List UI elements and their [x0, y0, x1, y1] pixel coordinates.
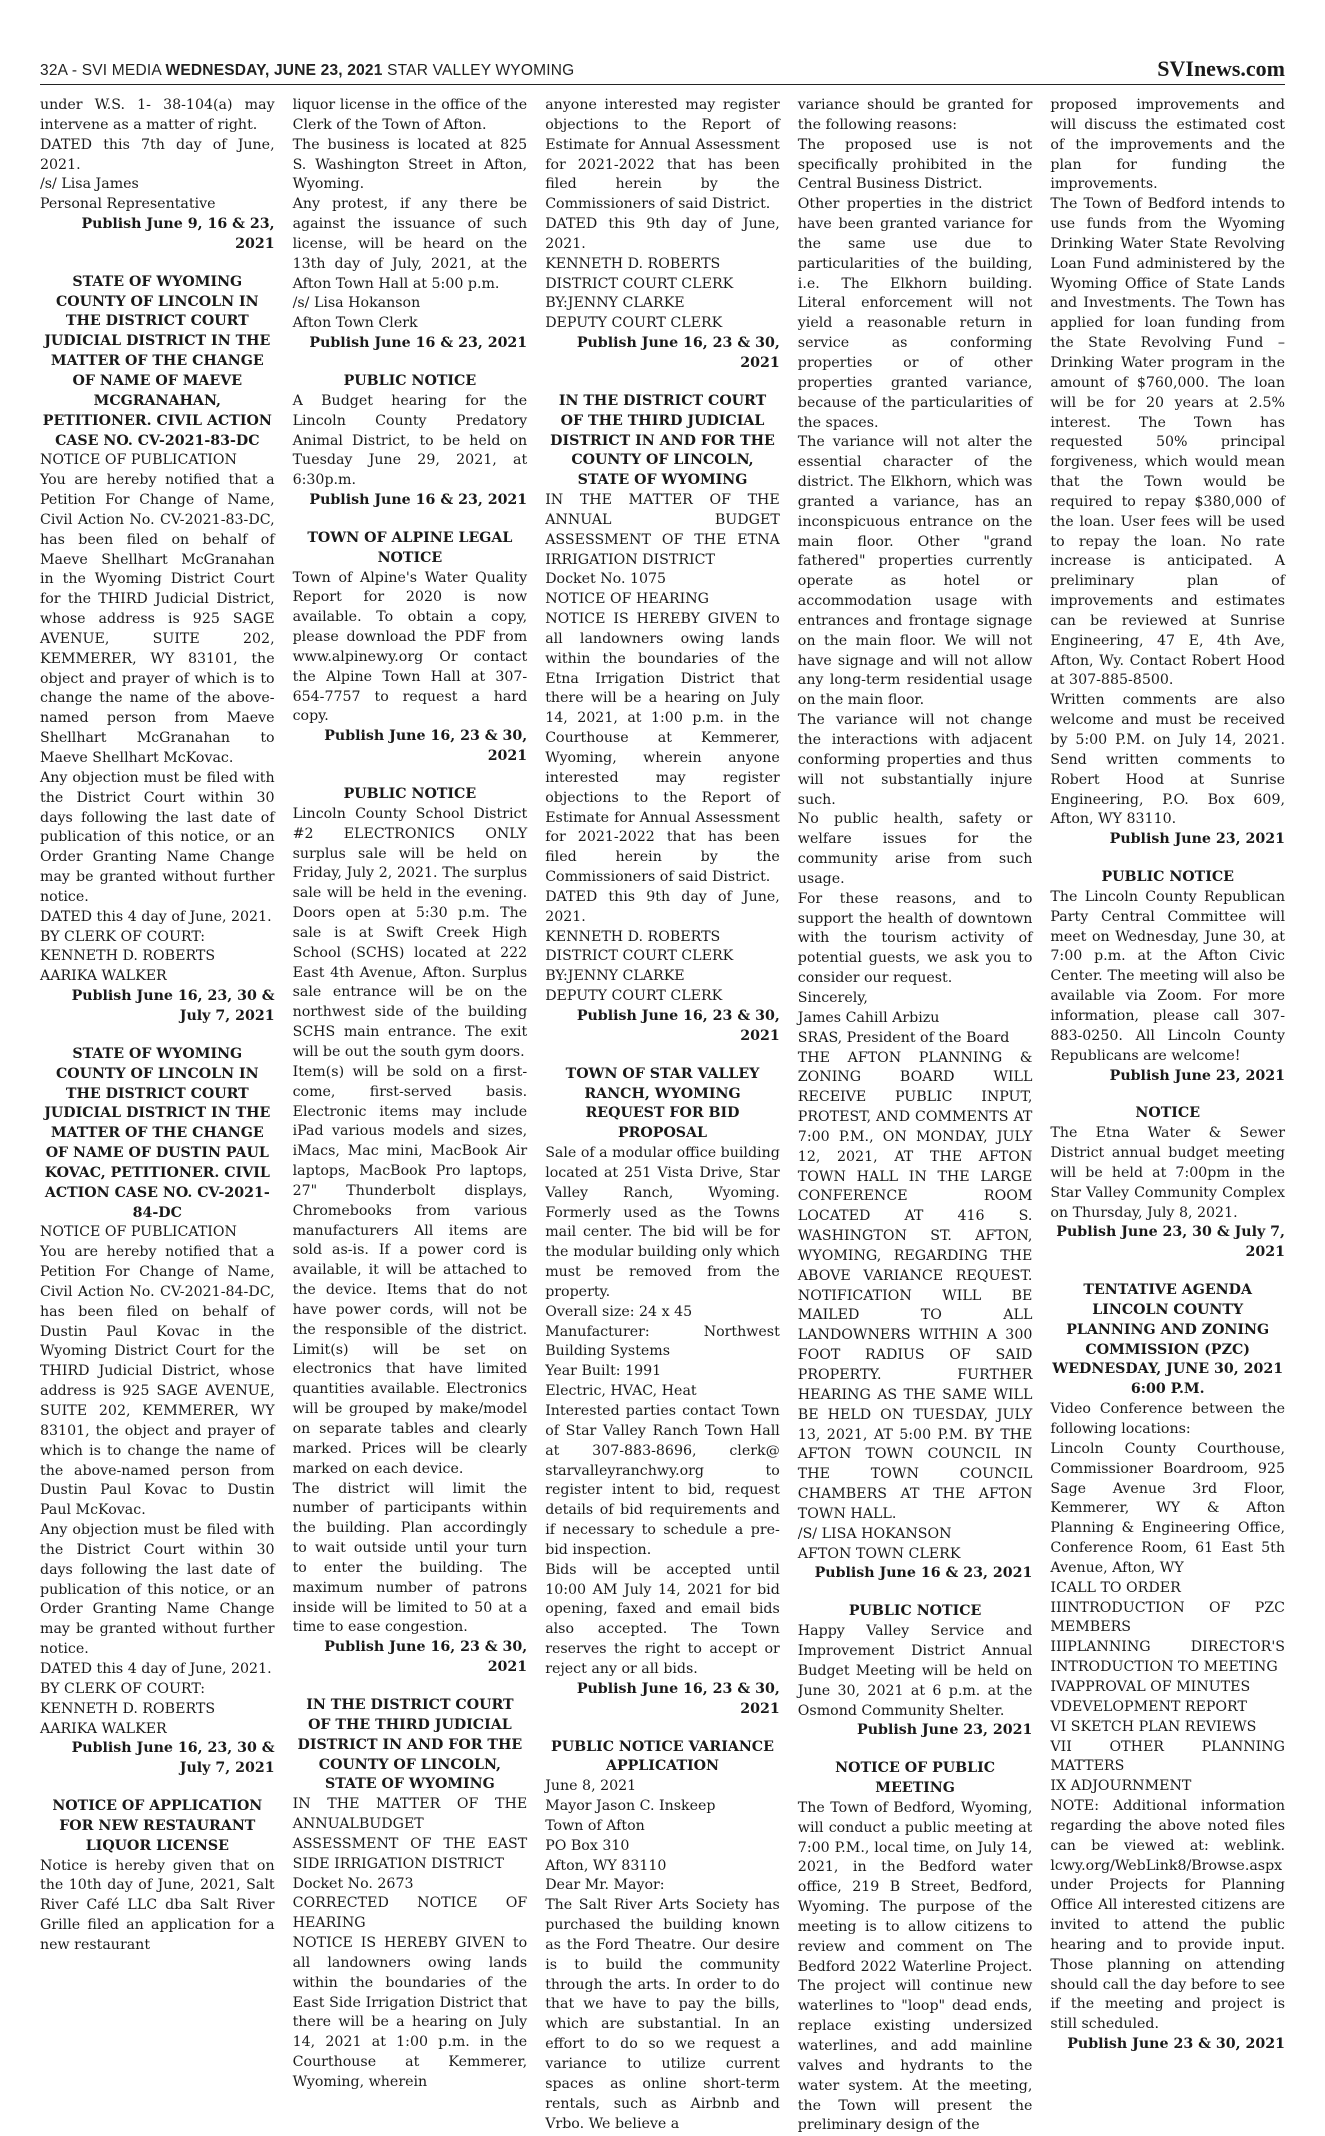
publish-dates: Publish June 16, 23 & 30, 2021: [576, 335, 780, 371]
notice-text: VII OTHER PLANNING MATTERS: [1050, 1738, 1285, 1775]
publish-dates: Publish June 23, 30 & July 7, 2021: [1056, 1224, 1285, 1261]
notice-text: June 8, 2021: [545, 1778, 637, 1795]
notice-text: Any objection must be filed with the District Court within 30 days following the last date of publication of this notice, or an Order Granting Name Change may be granted without further notice.: [40, 1522, 275, 1658]
notice-text: No public health, safety or welfare issues for the community arise from such usage.: [797, 811, 1033, 887]
notice-text: BY CLERK OF COURT:: [40, 1680, 206, 1697]
notice-text: KENNETH D. ROBERTS: [545, 928, 721, 945]
publish-dates: Publish June 16, 23 & 30, 2021: [576, 1680, 780, 1717]
notice-text: IIINTRODUCTION OF PZC MEMBERS: [1050, 1599, 1285, 1636]
notice-text: Sincerely,: [797, 989, 868, 1006]
notice-text: Mayor Jason C. Inskeep: [545, 1798, 716, 1815]
notice-text: NOTICE OF HEARING: [545, 591, 710, 608]
notice-heading: TOWN OF STAR VALLEY RANCH, WYOMING REQUEST FOR BID PROPOSAL: [565, 1065, 760, 1142]
notice-text: IX ADJOURNMENT: [1050, 1778, 1192, 1795]
site-logo: SVInews.com: [1157, 56, 1285, 81]
notice-text: Any objection must be filed with the District Court within 30 days following the last date of publication of this notice, or an Order Granting Name Change may be granted without further notice.: [40, 769, 275, 905]
notice-text: Interested parties contact Town of Star Valley Ranch Town Hall at 307-883-8696, clerk@ starvalleyranchwy.org to register intent to bid, request details of bid requirements and if necessary to schedule a pre-bid inspection.: [545, 1403, 780, 1558]
notice-text: Notice is hereby given that on the 10th day of June, 2021, Salt River Café LLC dba Salt River Grille filed an application for a new restaurant: [40, 1857, 275, 1953]
notice-text: Afton, WY 83110: [545, 1857, 667, 1874]
notice-text: Electric, HVAC, Heat: [545, 1383, 697, 1400]
column-3: [545, 96, 780, 2136]
notice-text: variance should be granted for the following reasons:: [797, 97, 1033, 133]
notice-heading: STATE OF WYOMING COUNTY OF LINCOLN IN THE DISTRICT COURT JUDICIAL DISTRICT IN THE MATTER OF THE CHANGE OF NAME OF MAEVE MCGRANAHAN, PETITIONER. CIVIL ACTION CASE NO. CV-2021-83-DC: [42, 273, 272, 449]
notice-text: IN THE MATTER OF THE ANNUALBUDGET ASSESSMENT OF THE EAST SIDE IRRIGATION DISTRICT: [292, 1796, 528, 1872]
notice-text: For these reasons, and to support the health of downtown with the tourism activity of potential guests, we ask you to consider our request.: [797, 890, 1033, 987]
notice-text: KENNETH D. ROBERTS: [40, 948, 216, 965]
page-label: 32A - SVI MEDIA: [40, 62, 162, 79]
notice-text: The district will limit the number of participants within the building. Plan accordingly to wait outside until your turn to enter the building. The maximum number of patrons inside will be limited to 50 at a time to ease congestion.: [292, 1480, 528, 1636]
notice-heading: IN THE DISTRICT COURT OF THE THIRD JUDICIAL DISTRICT IN AND FOR THE COUNTY OF LINCOLN, STATE OF WYOMING: [297, 1696, 523, 1793]
column-2: [293, 96, 528, 2136]
column-1: [40, 96, 275, 2136]
notice-text: DATED this 9th day of June, 2021.: [545, 216, 780, 252]
notice-text: DEPUTY COURT CLERK: [545, 988, 723, 1005]
publish-dates: Publish June 23, 2021: [1109, 831, 1285, 848]
notice-text: THE AFTON PLANNING & ZONING BOARD WILL RECEIVE PUBLIC INPUT, PROTEST, AND COMMENTS AT 7:00 P.M., ON MONDAY, JULY 12, 2021, AT THE AFTON TOWN HALL IN THE LARGE CONFERENCE ROOM LOCATED AT 416 S. WASHINGTON ST. AFTON, WYOMING, REGARDING THE ABOVE VARIANCE REQUEST. NOTIFICATION WILL BE MAILED TO ALL LANDOWNERS WITHIN A 300 FOOT RADIUS OF SAID PROPERTY. FURTHER HEARING AS THE SAME WILL BE HELD ON TUESDAY, JULY 13, 2021, AT 5:00 P.M. BY THE AFTON TOWN COUNCIL IN THE TOWN COUNCIL CHAMBERS AT THE AFTON TOWN HALL.: [797, 1049, 1033, 1522]
notice-text: The variance will not change the interactions with adjacent conforming properties and thus will not substantially injure such.: [797, 712, 1033, 808]
notice-text: Sale of a modular office building located at 251 Vista Drive, Star Valley Ranch, Wyoming. Formerly used as the Towns mail center. The bid will be for the modular building only which must be removed from the property.: [545, 1145, 780, 1300]
notice-text: You are hereby notified that a Petition For Change of Name, Civil Action No. CV-2021-83-DC, has been filed on behalf of Maeve Shellhart McGranahan in the Wyoming District Court for the THIRD Judicial District, whose address is 925 SAGE AVENUE, SUITE 202, KEMMERER, WY 83101, the object and prayer of which is to change the name of the above-named person from Maeve Shellhart McGranahan to Maeve Shellhart McKovac.: [40, 472, 275, 766]
notice-text: NOTICE IS HEREBY GIVEN to all landowners owing lands within the boundaries of the Etna Irrigation District that there will be a hearing on July 14, 2021, at 1:00 p.m. in the Courthouse at Kemmerer, Wyoming, wherein anyone interested may register objections to the Report of Estimate for Annual Assessment for 2021-2022 that has been filed herein by the Commissioners of said District.: [545, 611, 780, 886]
notice-text: Dear Mr. Mayor:: [545, 1877, 665, 1894]
column-5: [1050, 96, 1285, 2136]
notice-text: VDEVELOPMENT REPORT: [1050, 1698, 1247, 1715]
issue-date: WEDNESDAY, JUNE 23, 2021: [165, 62, 383, 79]
notice-text: VI SKETCH PLAN REVIEWS: [1050, 1718, 1257, 1735]
notice-text: Item(s) will be sold on a first-come, first-served basis. Electronic items may include iPad various models and sizes, iMacs, Mac mini, MacBook Air laptops, MacBook Pro laptops, 27" Thunderbolt displays, Chromebooks from various manufacturers All items are sold as-is. If a power cord is available, it will be attached to the device. Items that do not have power cords, will not be the responsible of the district. Limit(s) will be set on electronics that have limited quantities available. Electronics will be grouped by make/model on separate tables and clearly marked. Prices will be clearly marked on each device.: [292, 1063, 528, 1477]
notice-text: Town of Afton: [545, 1817, 645, 1834]
notice-text: Lincoln County Courthouse, Commissioner Boardroom, 925 Sage Avenue 3rd Floor, Kemmerer, WY & Afton Planning & Engineering Office, Conference Room, 61 East 5th Avenue, Afton, WY: [1050, 1440, 1285, 1576]
notice-text: A Budget hearing for the Lincoln County Predatory Animal District, to be held on Tuesday June 29, 2021, at 6:30p.m.: [292, 392, 528, 489]
notice-text: BY:JENNY CLARKE: [545, 968, 685, 985]
notice-text: SRAS, President of the Board: [797, 1029, 1010, 1046]
notice-text: DATED this 4 day of June, 2021.: [40, 908, 272, 925]
notice-text: DISTRICT COURT CLERK: [545, 948, 734, 965]
notice-text: You are hereby notified that a Petition For Change of Name, Civil Action No. CV-2021-84-DC, has been filed on behalf of Dustin Paul Kovac in the Wyoming District Court for the THIRD Judicial District, whose address is 925 SAGE AVENUE, SUITE 202, KEMMERER, WY 83101, the object and prayer of which is to change the name of the above-named person from Dustin Paul Kovac to Dustin Paul McKovac.: [40, 1244, 275, 1519]
notice-text: DATED this 7th day of June, 2021.: [40, 136, 275, 173]
publish-dates: Publish June 23 & 30, 2021: [1067, 2036, 1285, 2053]
publish-dates: Publish June 16 & 23, 2021: [309, 335, 528, 352]
notice-text: AARIKA WALKER: [40, 968, 167, 985]
notice-text: NOTE: Additional information regarding the above noted files can be viewed at: weblink. lcwy.org/WebLink8/Browse.aspx under Projects for Planning Office All interested citizens are invited to attend the public hearing and to provide input. Those planning on attending should call the day before to see if the meeting and project is still scheduled.: [1050, 1798, 1285, 2033]
notice-text: Video Conference between the following locations:: [1050, 1401, 1285, 1437]
notice-text: PO Box 310: [545, 1837, 630, 1854]
publish-dates: Publish June 16, 23, 30 & July 7, 2021: [71, 988, 275, 1024]
notice-text: liquor license in the office of the Clerk of the Town of Afton.: [292, 97, 528, 133]
publish-dates: Publish June 23, 2021: [1109, 1067, 1285, 1084]
notice-text: Lincoln County School District #2 ELECTRONICS ONLY surplus sale will be held on Friday, July 2, 2021. The surplus sale will be held in the evening. Doors open at 5:30 p.m. The sale is at Swift Creek High School (SCHS) located at 222 East 4th Avenue, Afton. Surplus sale entrance will be on the northwest side of the building SCHS main entrance. The exit will be out the south gym doors.: [292, 805, 528, 1060]
publish-dates: Publish June 16, 23, 30 & July 7, 2021: [71, 1740, 275, 1777]
notice-text: IVAPPROVAL OF MINUTES: [1050, 1678, 1251, 1695]
notice-text: Personal Representative: [40, 196, 216, 213]
notice-heading: NOTICE: [1135, 1105, 1201, 1122]
notice-text: The Lincoln County Republican Party Central Committee will meet on Wednesday, June 30, at 7:00 p.m. at the Afton Civic Center. The meeting will also be available via Zoom. For more information, please call 307-883-0250. All Lincoln County Republicans are welcome!: [1050, 888, 1285, 1064]
column-4: [798, 96, 1033, 2136]
notice-heading: PUBLIC NOTICE VARIANCE APPLICATION: [551, 1738, 774, 1775]
notice-text: DATED this 9th day of June, 2021.: [545, 888, 780, 925]
notice-text: /S/ LISA HOKANSON: [797, 1525, 952, 1542]
notice-text: The Salt River Arts Society has purchased the building known as the Ford Theatre. Our desire is to build the community through the arts. In order to do that we have to pay the bills, which are substantial. In an effort to do so we request a variance to utilize current spaces as online short-term rentals, such as Airbnb and Vrbo. We believe a: [545, 1897, 780, 2132]
notice-text: DEPUTY COURT CLERK: [545, 315, 723, 332]
notice-heading: TOWN OF ALPINE LEGAL NOTICE: [307, 529, 513, 566]
notice-text: /s/ Lisa Hokanson: [292, 295, 421, 312]
publish-dates: Publish June 16, 23 & 30, 2021: [576, 1007, 780, 1044]
notice-text: Town of Alpine's Water Quality Report for 2020 is now available. To obtain a copy, please download the PDF from www.alpinewy.org Or contact the Alpine Town Hall at 307-654-7757 to request a hard copy.: [292, 569, 528, 725]
notice-heading: STATE OF WYOMING COUNTY OF LINCOLN IN THE DISTRICT COURT JUDICIAL DISTRICT IN THE MATTER OF THE CHANGE OF NAME OF DUSTIN PAUL KOVAC, PETITIONER. CIVIL ACTION CASE NO. CV-2021-84-DC: [44, 1045, 271, 1221]
publish-dates: Publish June 9, 16 & 23, 2021: [81, 216, 275, 252]
notice-text: BY:JENNY CLARKE: [545, 295, 685, 312]
notice-text: /s/ Lisa James: [40, 176, 139, 193]
notice-text: ICALL TO ORDER: [1050, 1579, 1181, 1596]
notice-text: KENNETH D. ROBERTS: [40, 1700, 216, 1717]
page-header: [40, 56, 1285, 85]
notice-text: Manufacturer: Northwest Building Systems: [545, 1323, 780, 1360]
notice-text: Afton Town Clerk: [292, 315, 418, 332]
notice-heading: IN THE DISTRICT COURT OF THE THIRD JUDICIAL DISTRICT IN AND FOR THE COUNTY OF LINCOLN, STATE OF WYOMING: [550, 392, 775, 489]
notice-text: IN THE MATTER OF THE ANNUAL BUDGET ASSESSMENT OF THE ETNA IRRIGATION DISTRICT: [545, 492, 780, 568]
notice-text: The proposed use is not specifically prohibited in the Central Business District.: [797, 136, 1033, 193]
notice-text: AFTON TOWN CLERK: [797, 1545, 961, 1562]
notice-columns: [40, 96, 1285, 2134]
notice-heading: PUBLIC NOTICE: [343, 372, 477, 389]
notice-text: Year Built: 1991: [545, 1363, 662, 1380]
notice-text: The Town of Bedford intends to use funds from the Wyoming Drinking Water State Revolving Loan Fund administered by the Wyoming Office of State Lands and Investments. The Town has applied for loan funding from the State Revolving Fund – Drinking Water program in the amount of $760,000. The loan will be for 20 years at 2.5% interest. The Town has requested 50% principal forgiveness, which would mean that the Town would be required to repay $380,000 of the loan. User fees will be used to repay the loan. No rate increase is anticipated. A preliminary plan of improvements and estimates can be reviewed at Sunrise Engineering, 47 E, 4th Ave, Afton, Wy. Contact Robert Hood at 307-885-8500.: [1050, 196, 1285, 689]
notice-heading: TENTATIVE AGENDA LINCOLN COUNTY PLANNING AND ZONING COMMISSION (PZC) WEDNESDAY, JUNE 30, 2021 6:00 P.M.: [1052, 1282, 1284, 1398]
notice-heading: NOTICE OF PUBLIC MEETING: [835, 1760, 996, 1797]
notice-heading: PUBLIC NOTICE: [1101, 869, 1234, 886]
notice-text: The Etna Water & Sewer District annual budget meeting will be held at 7:00pm in the Star Valley Community Complex on Thursday, July 8, 2021.: [1050, 1125, 1285, 1221]
notice-text: AARIKA WALKER: [40, 1720, 167, 1737]
notice-text: Overall size: 24 x 45: [545, 1303, 693, 1320]
notice-text: CORRECTED NOTICE OF HEARING: [292, 1895, 528, 1932]
publish-dates: Publish June 16, 23 & 30, 2021: [324, 728, 528, 765]
publish-dates: Publish June 16, 23 & 30, 2021: [324, 1639, 528, 1676]
publish-dates: Publish June 23, 2021: [857, 1722, 1033, 1739]
location: STAR VALLEY WYOMING: [387, 62, 575, 79]
notice-heading: NOTICE OF APPLICATION FOR NEW RESTAURANT LIQUOR LICENSE: [52, 1798, 263, 1854]
notice-text: NOTICE OF PUBLICATION: [40, 1224, 237, 1241]
notice-text: BY CLERK OF COURT:: [40, 928, 206, 945]
notice-text: Written comments are also welcome and must be received by 5:00 P.M. on July 14, 2021. Send written comments to Robert Hood at Sunrise Engineering, P.O. Box 609, Afton, WY 83110.: [1050, 692, 1285, 828]
notice-text: proposed improvements and will discuss the estimated cost of the improvements and the plan for funding the improvements.: [1050, 97, 1285, 193]
notice-text: The business is located at 825 S. Washington Street in Afton, Wyoming.: [292, 136, 528, 193]
notice-text: NOTICE OF PUBLICATION: [40, 452, 237, 469]
publish-dates: Publish June 16 & 23, 2021: [814, 1565, 1033, 1582]
notice-heading: PUBLIC NOTICE: [343, 786, 477, 802]
notice-text: Any protest, if any there be against the issuance of such license, will be heard on the 13th day of July, 2021, at the Afton Town Hall at 5:00 p.m.: [292, 196, 528, 292]
notice-text: Other properties in the district have been granted variance for the same use due to particularities of the building, i.e. The Elkhorn building. Literal enforcement will not yield a reasonable return in service as conforming properties or of other properties granted variance, because of the particularities of the spaces.: [797, 196, 1033, 431]
notice-text: Happy Valley Service and Improvement District Annual Budget Meeting will be held on June 30, 2021 at 6 p.m. at the Osmond Community Shelter.: [797, 1623, 1033, 1719]
notice-text: NOTICE IS HEREBY GIVEN to all landowners owing lands within the boundaries of the East Side Irrigation District that there will be a hearing on July 14, 2021 at 1:00 p.m. in the Courthouse at Kemmerer, Wyoming, wherein: [292, 1935, 528, 2090]
notice-text: anyone interested may register objections to the Report of Estimate for Annual Assessment for 2021-2022 that has been filed herein by the Commissioners of said District.: [545, 97, 780, 213]
notice-text: Docket No. 1075: [545, 571, 667, 588]
notice-text: James Cahill Arbizu: [797, 1009, 940, 1026]
notice-text: The Town of Bedford, Wyoming, will conduct a public meeting at 7:00 P.M., local time, on July 14, 2021, in the Bedford water office, 219 B Street, Bedford, Wyoming. The purpose of the meeting is to allow citizens to review and comment on The Bedford 2022 Waterline Project. The project will continue new waterlines to "loop" dead ends, replace existing undersized waterlines, and add mainline valves and hydrants to the water system. At the meeting, the Town will present the preliminary design of the: [797, 1799, 1033, 2134]
publish-dates: Publish June 16 & 23, 2021: [309, 492, 528, 509]
notice-text: under W.S. 1- 38-104(a) may intervene as a matter of right.: [40, 97, 275, 133]
notice-heading: PUBLIC NOTICE: [848, 1603, 982, 1620]
notice-text: Bids will be accepted until 10:00 AM July 14, 2021 for bid opening, faxed and email bids also accepted. The Town reserves the right to accept or reject any or all bids.: [545, 1561, 780, 1677]
notice-text: Docket No. 2673: [292, 1875, 414, 1892]
notice-text: DATED this 4 day of June, 2021.: [40, 1660, 272, 1677]
notice-text: IIIPLANNING DIRECTOR'S INTRODUCTION TO MEETING: [1050, 1639, 1285, 1676]
notice-text: DISTRICT COURT CLERK: [545, 275, 734, 292]
notice-text: KENNETH D. ROBERTS: [545, 255, 721, 272]
notice-text: The variance will not alter the essential character of the district. The Elkhorn, which was granted a variance, has an inconspicuous entrance on the main floor. Other "grand fathered" properties currently operate as hotel or accommodation usage with entrances and frontage signage on the main floor. We will not have signage and will not allow any long-term residential usage on the main floor.: [797, 434, 1033, 709]
header-left: [40, 62, 574, 84]
